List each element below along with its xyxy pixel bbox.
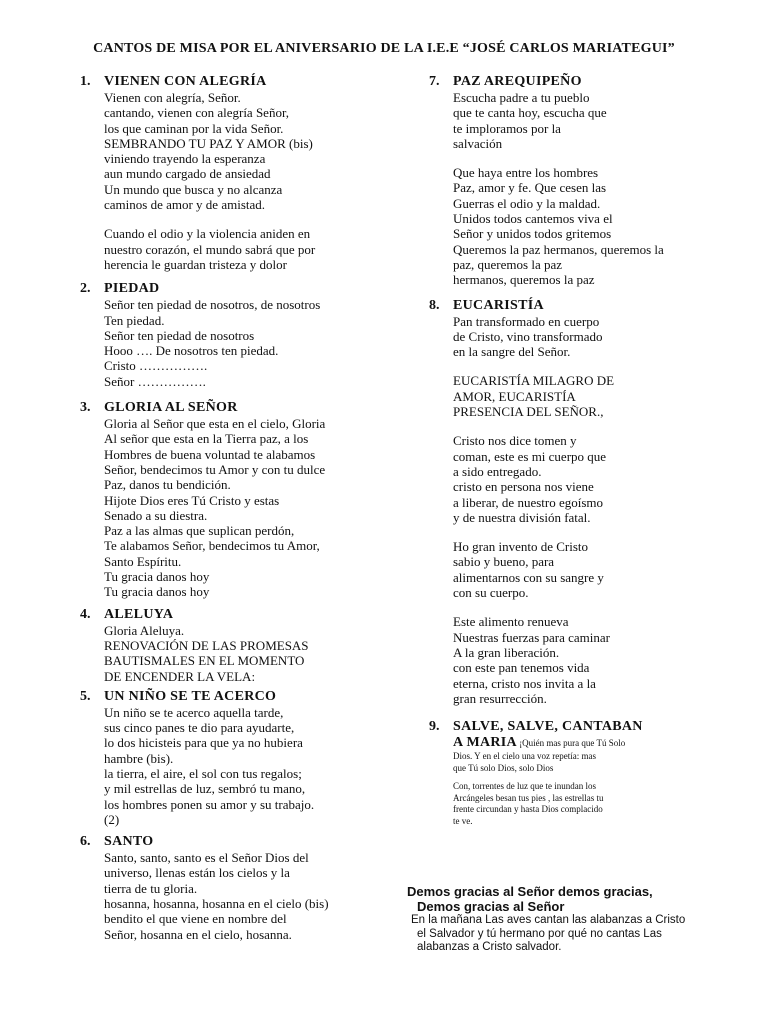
page-title: CANTOS DE MISA POR EL ANIVERSARIO DE LA I.E.E “JOSÉ CARLOS MARIATEGUI” <box>93 41 675 56</box>
song-heading: GLORIA AL SEÑOR <box>104 400 238 416</box>
song-line: eterna, cristo nos invita a la <box>453 675 596 691</box>
song-heading: VIENEN CON ALEGRÍA <box>104 74 267 89</box>
song-block <box>429 74 729 288</box>
song-line: Este alimento renueva <box>453 614 569 630</box>
song-number: 3. <box>80 400 91 416</box>
song-line: Hooo …. De nosotros ten piedad. <box>104 343 279 359</box>
song-heading: SALVE, SALVE, CANTABAN <box>453 719 643 735</box>
closing-hymn <box>407 884 721 955</box>
song-line: A la gran liberación. <box>453 644 560 660</box>
song-line: alimentarnos con su sangre y <box>453 569 604 585</box>
song-line: Señor y unidos todos gritemos <box>453 226 612 242</box>
song-salve <box>429 719 729 827</box>
song-line: Gloria Aleluya. <box>104 622 185 638</box>
song-line: Señor ……………. <box>104 373 206 389</box>
song-line: Un niño se te acerco aquella tarde, <box>104 704 284 720</box>
song-line: lo dos hicisteis para que ya no hubiera <box>104 735 303 751</box>
stanza-gap <box>453 774 729 781</box>
song-line: Que haya entre los hombres <box>453 165 599 181</box>
song-line: que te canta hoy, escucha que <box>453 105 607 121</box>
song-line: Dios. Y en el cielo una voz repetía: mas <box>453 751 597 762</box>
song-line: a liberar, de nuestro egoísmo <box>453 494 604 510</box>
song-line: a sido entregado. <box>453 463 542 479</box>
song-line: sabio y bueno, para <box>453 554 555 570</box>
song-number: 4. <box>80 606 91 622</box>
song-line: Señor ten piedad de nosotros <box>104 327 255 343</box>
song-number: 7. <box>429 74 440 89</box>
song-block <box>80 400 380 600</box>
song-line: universo, llenas están los cielos y la <box>104 865 290 881</box>
song-line: Tu gracia danos hoy <box>104 569 210 585</box>
song-line: Paz, danos tu bendición. <box>104 477 231 493</box>
song-heading-line2 <box>453 735 729 751</box>
closing-body-line: alabanzas a Cristo salvador. <box>417 941 562 953</box>
song-line: Un mundo que busca y no alcanza <box>104 181 283 197</box>
song-line: Santo, santo, santo es el Señor Dios del <box>104 850 309 866</box>
song-line: Señor ten piedad de nosotros, de nosotros <box>104 297 321 313</box>
song-line: Vienen con alegría, Señor. <box>104 90 241 105</box>
stanza-gap <box>453 359 729 373</box>
song-heading-continued: A MARIA <box>453 735 517 751</box>
song-line: frente circundan y hasta Dios complacido <box>453 804 603 815</box>
song-line: Señor, hosanna en el cielo, hosanna. <box>104 926 292 942</box>
closing-body-line: En la mañana Las aves cantan las alabanzas a Cristo <box>411 914 686 926</box>
song-heading: UN NIÑO SE TE ACERCO <box>104 688 277 704</box>
song-block <box>80 281 380 389</box>
song-line: nuestro corazón, el mundo sabrá que por <box>104 241 316 257</box>
song-line: te imploramos por la <box>453 120 561 136</box>
song-line: sus cinco panes te dio para ayudarte, <box>104 720 295 736</box>
song-line: hosanna, hosanna, hosanna en el cielo (bis) <box>104 896 329 912</box>
song-line: los hombres ponen su amor y su trabajo. <box>104 796 315 812</box>
right-column <box>429 74 729 827</box>
song-heading: SANTO <box>104 834 154 850</box>
song-line: DE ENCENDER LA VELA: <box>104 668 256 684</box>
stanza-gap <box>104 212 380 226</box>
closing-title-line: Demos gracias al Señor <box>417 899 565 914</box>
song-line: aun mundo cargado de ansiedad <box>104 166 271 182</box>
song-line: que Tú solo Dios, solo Dios <box>453 762 554 773</box>
song-number: 5. <box>80 688 91 704</box>
song-heading: EUCARISTÍA <box>453 297 544 313</box>
song-line: Cristo ……………. <box>104 358 208 374</box>
song-block <box>80 607 380 684</box>
song-line: PRESENCIA DEL SEÑOR., <box>453 404 604 420</box>
song-line: hambre (bis). <box>104 750 174 766</box>
song-line: cristo en persona nos viene <box>453 479 594 495</box>
song-line: en la sangre del Señor. <box>453 344 571 360</box>
song-heading: PAZ AREQUIPEÑO <box>453 74 582 89</box>
stanza-gap <box>453 151 729 165</box>
song-line: EUCARISTÍA MILAGRO DE <box>453 373 615 389</box>
song-line: Tu gracia danos hoy <box>104 584 210 600</box>
song-block <box>80 834 380 942</box>
song-line: Escucha padre a tu pueblo <box>453 90 590 105</box>
song-line: la tierra, el aire, el sol con tus regalos; <box>104 765 302 781</box>
song-line: gran resurrección. <box>453 690 547 706</box>
song-block <box>429 298 729 707</box>
song-lines <box>453 90 729 288</box>
song-lines <box>104 416 380 600</box>
song-line: con su cuerpo. <box>453 585 529 601</box>
song-lines <box>104 850 380 942</box>
song-line: Queremos la paz hermanos, queremos la <box>453 241 664 257</box>
closing-body-line: el Salvador y tú hermano por qué no cantas Las <box>417 927 662 940</box>
song-line: RENOVACIÓN DE LAS PROMESAS <box>104 637 309 653</box>
song-line: y mil estrellas de luz, sembró tu mano, <box>104 781 306 797</box>
song-line: Señor, bendecimos tu Amor y con tu dulce <box>104 461 326 477</box>
song-line: cantando, vienen con alegría Señor, <box>104 105 290 121</box>
song-line: SEMBRANDO TU PAZ Y AMOR (bis) <box>104 135 313 151</box>
song-line: hermanos, queremos la paz <box>453 272 595 288</box>
song-lines <box>104 623 380 684</box>
song-heading: PIEDAD <box>104 281 160 297</box>
stanza-gap <box>453 419 729 433</box>
song-line: y de nuestra división fatal. <box>453 509 591 525</box>
stanza-gap <box>453 525 729 539</box>
song-line: salvación <box>453 135 503 151</box>
song-number: 6. <box>80 834 91 850</box>
song-number: 9. <box>429 719 440 735</box>
song-line: te ve. <box>453 815 473 826</box>
song-number: 8. <box>429 297 440 313</box>
song-line: herencia le guardan tristeza y dolor <box>104 256 287 272</box>
closing-title-line: Demos gracias al Señor demos gracias, <box>407 884 653 899</box>
song-line: Paz a las almas que suplican perdón, <box>104 523 295 539</box>
song-line: bendito el que viene en nombre del <box>104 911 287 927</box>
song-block <box>80 689 380 827</box>
song-line: Pan transformado en cuerpo <box>453 313 600 329</box>
song-line: Senado a su diestra. <box>104 507 208 523</box>
song-line: Arcángeles besan tus pies , las estrellas tu <box>453 792 604 803</box>
song-line: de Cristo, vino transformado <box>453 328 603 344</box>
song-line: con este pan tenemos vida <box>453 660 590 676</box>
song-lines <box>453 751 729 827</box>
song-line: Hijote Dios eres Tú Cristo y estas <box>104 492 280 508</box>
song-lines <box>104 297 380 389</box>
song-line: Ho gran invento de Cristo <box>453 539 589 555</box>
song-line: Cuando el odio y la violencia aniden en <box>104 226 311 242</box>
song-line: Hombres de buena voluntad te alabamos <box>104 446 316 462</box>
song-line: (2) <box>104 811 120 827</box>
song-lines <box>104 705 380 827</box>
closing-body <box>407 914 721 955</box>
song-lines <box>453 314 729 707</box>
song-lines <box>104 90 380 272</box>
song-line: viniendo trayendo la esperanza <box>104 151 266 167</box>
song-line: Cristo nos dice tomen y <box>453 433 577 449</box>
song-line: Te alabamos Señor, bendecimos tu Amor, <box>104 538 320 554</box>
song-line: Santo Espíritu. <box>104 553 182 569</box>
song-number: 1. <box>80 74 91 89</box>
song-number: 2. <box>80 281 91 297</box>
song-line: Paz, amor y fe. Que cesen las <box>453 180 607 196</box>
song-line: Al señor que esta en la Tierra paz, a los <box>104 431 309 447</box>
song-line: BAUTISMALES EN EL MOMENTO <box>104 653 305 669</box>
song-line: coman, este es mi cuerpo que <box>453 448 607 464</box>
song-line: paz, queremos la paz <box>453 256 563 272</box>
song-line: Nuestras fuerzas para caminar <box>453 629 610 645</box>
song-line: Guerras el odio y la maldad. <box>453 195 601 211</box>
song-line: Gloria al Señor que esta en el cielo, Gloria <box>104 416 326 432</box>
song-line: los que caminan por la vida Señor. <box>104 120 284 136</box>
song-line: Ten piedad. <box>104 312 165 328</box>
song-heading: ALELUYA <box>104 606 174 622</box>
stanza-gap <box>453 600 729 614</box>
song-inline-verse: ¡Quién mas pura que Tú Solo <box>516 738 626 749</box>
song-block <box>80 74 380 272</box>
song-line: Con, torrentes de luz que te inundan los <box>453 781 596 792</box>
song-line: tierra de tu gloria. <box>104 880 198 896</box>
song-line: Unidos todos cantemos viva el <box>453 211 613 227</box>
song-line: caminos de amor y de amistad. <box>104 197 266 213</box>
right-song-list <box>429 74 729 706</box>
song-line: AMOR, EUCARISTÍA <box>453 388 576 404</box>
left-column <box>80 74 380 942</box>
